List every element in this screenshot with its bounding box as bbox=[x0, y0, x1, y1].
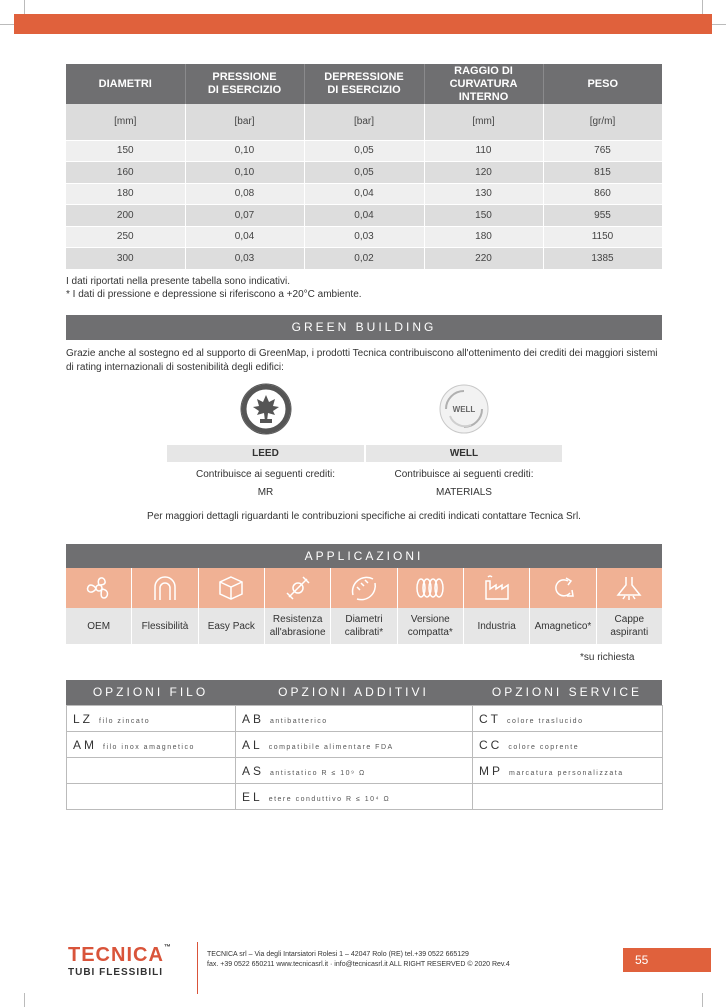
flexible-hose-icon bbox=[132, 568, 198, 608]
table-cell: 860 bbox=[543, 183, 662, 205]
table-cell: 0,02 bbox=[304, 248, 424, 270]
options-header-additivi: OPZIONI ADDITIVI bbox=[278, 685, 429, 699]
page-number: 55 bbox=[623, 948, 711, 972]
option-cell: CT colore traslucido bbox=[473, 706, 663, 732]
footer-address: TECNICA srl – Via degli Intarsiatori Rolesi 1 – 42047 Rolo (RE) tel.+39 0522 665129 bbox=[207, 951, 469, 958]
table-cell: 1150 bbox=[543, 226, 662, 248]
option-cell: LZ filo zincato bbox=[67, 706, 236, 732]
app-label-oem: OEM bbox=[66, 608, 132, 644]
option-cell: AM filo inox amagnetico bbox=[67, 732, 236, 758]
app-label-versione: Versione compatta* bbox=[398, 608, 464, 644]
well-logo-text: WELL bbox=[452, 405, 476, 414]
header-pressione: PRESSIONE DI ESERCIZIO bbox=[185, 64, 304, 104]
table-row bbox=[66, 248, 662, 270]
factory-icon bbox=[464, 568, 530, 608]
logo-brand: TECNICA™ bbox=[68, 944, 172, 966]
option-cell: CC colore coprente bbox=[473, 732, 663, 758]
crop-mark bbox=[0, 24, 14, 25]
table-cell: 130 bbox=[424, 183, 543, 205]
well-credits-value: MATERIALS bbox=[436, 487, 492, 498]
table-cell: 150 bbox=[424, 205, 543, 227]
logo-subtitle: TUBI FLESSIBILI bbox=[68, 967, 163, 978]
table-cell: 250 bbox=[66, 226, 185, 248]
footer-contact bbox=[207, 950, 510, 970]
options-row bbox=[67, 706, 663, 732]
table-header-row bbox=[66, 64, 662, 104]
unit-cell: [mm] bbox=[424, 104, 543, 140]
table-row bbox=[66, 162, 662, 184]
table-cell: 180 bbox=[66, 183, 185, 205]
table-cell: 0,05 bbox=[304, 162, 424, 184]
table-cell: 1385 bbox=[543, 248, 662, 270]
units-row bbox=[66, 104, 662, 140]
options-header-filo: OPZIONI FILO bbox=[92, 685, 209, 699]
table-cell: 0,04 bbox=[304, 205, 424, 227]
table-cell: 0,05 bbox=[304, 140, 424, 162]
leed-label: LEED bbox=[167, 445, 364, 462]
table-cell: 765 bbox=[543, 140, 662, 162]
table-cell: 160 bbox=[66, 162, 185, 184]
top-accent-bar bbox=[14, 14, 712, 34]
table-cell: 0,03 bbox=[185, 248, 304, 270]
leed-logo bbox=[240, 383, 292, 435]
su-richiesta-note: *su richiesta bbox=[580, 652, 635, 663]
table-cell: 955 bbox=[543, 205, 662, 227]
table-cell: 200 bbox=[66, 205, 185, 227]
unit-cell: [gr/m] bbox=[543, 104, 662, 140]
app-label-industria: Industria bbox=[464, 608, 530, 644]
option-cell: MP marcatura personalizzata bbox=[473, 758, 663, 784]
table-row bbox=[66, 226, 662, 248]
table-cell: 0,04 bbox=[304, 183, 424, 205]
table-cell: 0,10 bbox=[185, 162, 304, 184]
table-cell: 150 bbox=[66, 140, 185, 162]
header-peso: PESO bbox=[543, 64, 662, 104]
options-row bbox=[67, 758, 663, 784]
options-row bbox=[67, 732, 663, 758]
crop-mark bbox=[24, 0, 25, 14]
crop-mark bbox=[702, 993, 703, 1007]
table-cell: 220 bbox=[424, 248, 543, 270]
options-row bbox=[67, 784, 663, 810]
option-cell bbox=[67, 784, 236, 810]
well-logo bbox=[438, 383, 490, 435]
fan-icon bbox=[66, 568, 132, 608]
well-credits-label: Contribuisce ai seguenti crediti: bbox=[394, 469, 534, 480]
table-cell: 0,08 bbox=[185, 183, 304, 205]
table-cell: 815 bbox=[543, 162, 662, 184]
table-cell: 120 bbox=[424, 162, 543, 184]
options-table bbox=[66, 705, 663, 810]
calibrated-diameter-icon bbox=[331, 568, 397, 608]
footer-divider bbox=[197, 942, 198, 994]
unit-cell: [bar] bbox=[304, 104, 424, 140]
app-label-resistenza: Resistenza all'abrasione bbox=[265, 608, 331, 644]
magnet-icon bbox=[530, 568, 596, 608]
crop-mark bbox=[24, 993, 25, 1007]
options-header-service: OPZIONI SERVICE bbox=[491, 685, 643, 699]
coil-icon bbox=[398, 568, 464, 608]
footer-fax-web: fax. +39 0522 650211 www.tecnicasrl.it · info@tecnicasrl.it ALL RIGHT RESERVED © 2020 Rev.4 bbox=[207, 961, 510, 968]
option-cell: AS antistatico R ≤ 10⁹ Ω bbox=[236, 758, 473, 784]
header-depressione: DEPRESSIONE DI ESERCIZIO bbox=[304, 64, 424, 104]
green-building-title: GREEN BUILDING bbox=[66, 315, 662, 340]
option-cell: EL etere conduttivo R ≤ 10⁴ Ω bbox=[236, 784, 473, 810]
hood-icon bbox=[597, 568, 662, 608]
tecnica-logo bbox=[68, 944, 178, 978]
table-row bbox=[66, 140, 662, 162]
app-label-cappe: Cappe aspiranti bbox=[610, 614, 649, 638]
table-row bbox=[66, 183, 662, 205]
applicazioni-title: APPLICAZIONI bbox=[66, 544, 662, 569]
crop-mark bbox=[712, 24, 726, 25]
green-building-footer: Per maggiori dettagli riguardanti le contribuzioni specifiche ai crediti indicati contattare Tecnica Srl. bbox=[147, 511, 581, 522]
header-raggio: RAGGIO DI CURVATURA INTERNO bbox=[424, 64, 543, 104]
option-cell bbox=[473, 784, 663, 810]
abrasion-icon bbox=[265, 568, 331, 608]
option-cell: AB antibatterico bbox=[236, 706, 473, 732]
table-cell: 180 bbox=[424, 226, 543, 248]
unit-cell: [mm] bbox=[66, 104, 185, 140]
option-cell: AL compatibile alimentare FDA bbox=[236, 732, 473, 758]
table-cell: 0,04 bbox=[185, 226, 304, 248]
applicazioni-icons-row bbox=[66, 568, 662, 608]
unit-cell: [bar] bbox=[185, 104, 304, 140]
app-label-easy-pack: Easy Pack bbox=[199, 608, 265, 644]
option-cell bbox=[67, 758, 236, 784]
app-label-diametri: Diametri calibrati* bbox=[331, 608, 397, 644]
box-icon bbox=[199, 568, 265, 608]
table-cell: 0,03 bbox=[304, 226, 424, 248]
note-line: * I dati di pressione e depressione si riferiscono a +20°C ambiente. bbox=[66, 289, 362, 300]
applicazioni-labels-row bbox=[66, 608, 662, 644]
options-header bbox=[66, 680, 662, 705]
pressure-table bbox=[66, 64, 663, 270]
table-cell: 0,10 bbox=[185, 140, 304, 162]
table-cell: 300 bbox=[66, 248, 185, 270]
header-diametri: DIAMETRI bbox=[66, 64, 185, 104]
green-building-intro: Grazie anche al sostegno ed al supporto di GreenMap, i prodotti Tecnica contribuiscono all'ottenimento dei crediti dei maggiori sistemi di rating internazionali di sostenibilità degli edifici: bbox=[66, 348, 658, 373]
table-cell: 110 bbox=[424, 140, 543, 162]
leed-credits-label: Contribuisce ai seguenti crediti: bbox=[196, 469, 335, 480]
note-line: I dati riportati nella presente tabella sono indicativi. bbox=[66, 276, 291, 287]
well-label: WELL bbox=[366, 445, 562, 462]
table-notes bbox=[66, 275, 362, 301]
table-row bbox=[66, 205, 662, 227]
crop-mark bbox=[702, 0, 703, 14]
app-label-amagnetico: Amagnetico* bbox=[530, 608, 596, 644]
app-label-flessibilita: Flessibilità bbox=[132, 608, 198, 644]
table-cell: 0,07 bbox=[185, 205, 304, 227]
leed-credits-value: MR bbox=[257, 487, 274, 498]
